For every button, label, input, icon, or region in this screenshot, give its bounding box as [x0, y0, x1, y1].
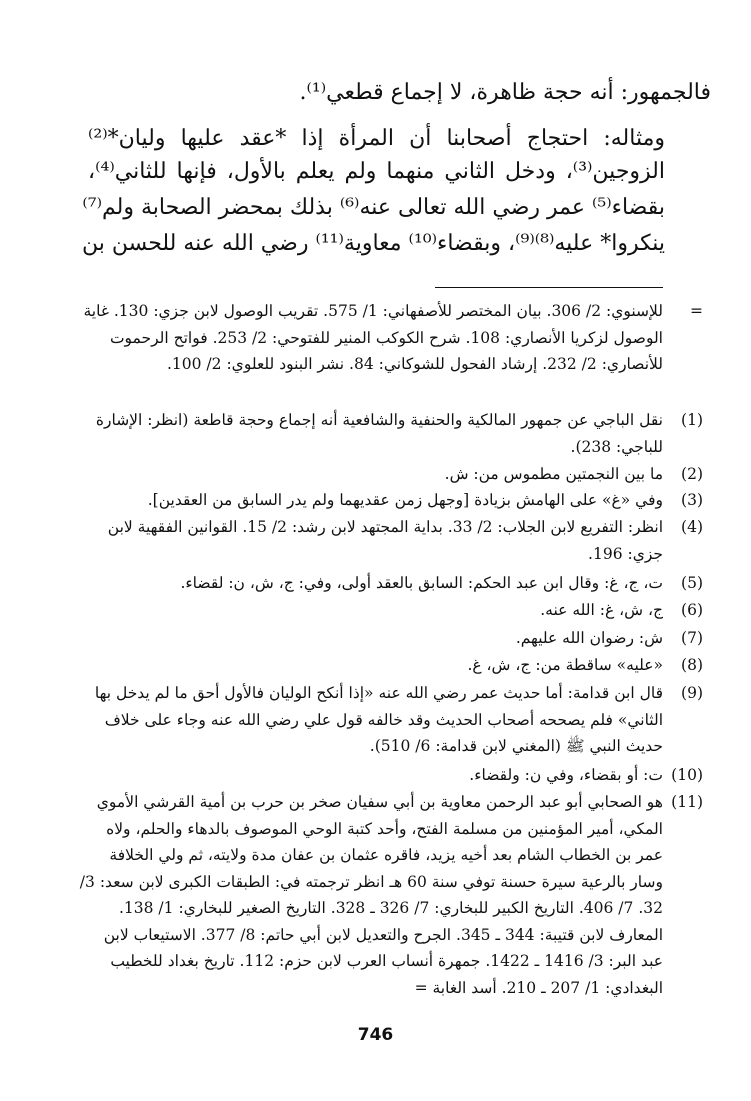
- footnote-number: (7): [681, 629, 703, 647]
- footnote-number: (11): [671, 793, 703, 811]
- footnote-number: (6): [681, 601, 703, 619]
- footnote-item: [78, 597, 703, 624]
- footnote-item: [78, 789, 703, 1001]
- main-text-line: الزوجين⁽³⁾، ودخل الثاني منهما ولم يعلم بالأول، فإنها للثاني⁽⁴⁾،: [88, 159, 665, 184]
- footnote-separator: [435, 287, 663, 288]
- footnote-number: (4): [681, 518, 703, 536]
- footnote-text: ما بين النجمتين مطموس من: ش.: [444, 465, 663, 483]
- footnote-text: «عليه» ساقطة من: ج، ش، غ.: [467, 656, 663, 674]
- footnote-number: (10): [671, 766, 703, 784]
- main-text-line: بقضاء⁽⁵⁾ عمر رضي الله تعالى عنه⁽⁶⁾ بذلك بمحضر الصحابة ولم⁽⁷⁾: [82, 195, 665, 220]
- footnote-number: (3): [681, 491, 703, 509]
- footnote-number: (2): [681, 465, 703, 483]
- footnote-item: [78, 570, 703, 597]
- footnote-text: للإسنوي: 2/ 306. بيان المختصر للأصفهاني: 1/ 575. تقريب الوصول لابن جزي: 130. غاية الوصول لزكريا الأنصاري: 108. شرح الكوكب المنير للفتوحي: 2/ 253. فواتح الرحموت للأنصاري: 2/ 232. إرشاد الفحول للشوكاني: 84. نشر البنود للعلوي: 2/ 100.: [83, 302, 663, 373]
- footnote-number: (1): [681, 411, 703, 429]
- footnote-text: هو الصحابي أبو عبد الرحمن معاوية بن أبي سفيان صخر بن حرب بن أمية القرشي الأموي المكي، أمير المؤمنين من مسلمة الفتح، وأحد كتبة الوحي الموصوف بالدهاء والحلم، ولاه عمر بن الخطاب الشام بعد أخيه يزيد، فاقره عثمان بن عفان مدة ولايته، ثم ولي الخلافة وسار بالرعية سيرة حسنة توفي سنة 60 هـ انظر ترجمته في: الطبقات الكبرى لابن سعد: 3/ 32. 7/ 406. التاريخ الكبير للبخاري: 7/ 326 ـ 328. التاريخ الصغير للبخاري: 1/ 138. المعارف لابن قتيبة: 344 ـ 345. الجرح والتعديل لابن أبي حاتم: 8/ 377. الاستيعاب لابن عبد البر: 3/ 1416 ـ 1422. جمهرة أنساب العرب لابن حزم: 112. تاريخ بغداد للخطيب البغدادي: 1/ 207 ـ 210. أسد الغابة =: [79, 793, 663, 997]
- footnote-item: [78, 298, 703, 378]
- footnote-item: [78, 514, 703, 567]
- main-text-line: فالجمهور: أنه حجة ظاهرة، لا إجماع قطعي⁽¹⁾.: [299, 80, 711, 105]
- footnote-text: انظر: التفريع لابن الجلاب: 2/ 33. بداية المجتهد لابن رشد: 2/ 15. القوانين الفقهية لابن جزي: 196.: [107, 518, 663, 563]
- footnote-item: [78, 461, 703, 488]
- footnote-item: [78, 407, 703, 460]
- footnote-item: [78, 762, 703, 789]
- footnote-number: (8): [681, 656, 703, 674]
- footnote-number: (5): [681, 574, 703, 592]
- footnote-number: =: [690, 302, 703, 320]
- footnote-text: وفي «غ» على الهامش بزيادة [وجهل زمن عقديهما ولم يدر السابق من العقدين].: [147, 491, 663, 509]
- footnote-item: [78, 680, 703, 760]
- main-text-line: ينكروا* عليه⁽⁸⁾⁽⁹⁾، وبقضاء⁽¹⁰⁾ معاوية⁽¹¹⁾ رضي الله عنه للحسن بن: [81, 231, 665, 256]
- page-number: 746: [357, 1025, 394, 1045]
- footnote-text: ت: أو بقضاء، وفي ن: ولقضاء.: [469, 766, 663, 784]
- main-text-line: ومثاله: احتجاج أصحابنا أن المرأة إذا *عقد عليها وليان*⁽²⁾: [88, 126, 665, 151]
- footnote-text: ش: رضوان الله عليهم.: [515, 629, 663, 647]
- footnote-item: [78, 487, 703, 514]
- footnote-text: ت، ج، غ: وقال ابن عبد الحكم: السابق بالعقد أولى، وفي: ج، ش، ن: لقضاء.: [180, 574, 663, 592]
- footnote-text: ج، ش، غ: الله عنه.: [540, 601, 663, 619]
- footnote-number: (9): [681, 684, 703, 702]
- footnote-item: [78, 652, 703, 679]
- footnote-text: قال ابن قدامة: أما حديث عمر رضي الله عنه «إذا أنكح الوليان فالأول أحق ما لم يدخل بها الثاني» فلم يصححه أصحاب الحديث وقد خالفه قول علي رضي الله عنه وجاء على خلاف حديث النبي ﷺ (المغني لابن قدامة: 6/ 510).: [94, 684, 663, 755]
- footnote-item: [78, 625, 703, 652]
- footnote-text: نقل الباجي عن جمهور المالكية والحنفية والشافعية أنه إجماع وحجة قاطعة (انظر: الإشارة للباجي: 238).: [95, 411, 663, 456]
